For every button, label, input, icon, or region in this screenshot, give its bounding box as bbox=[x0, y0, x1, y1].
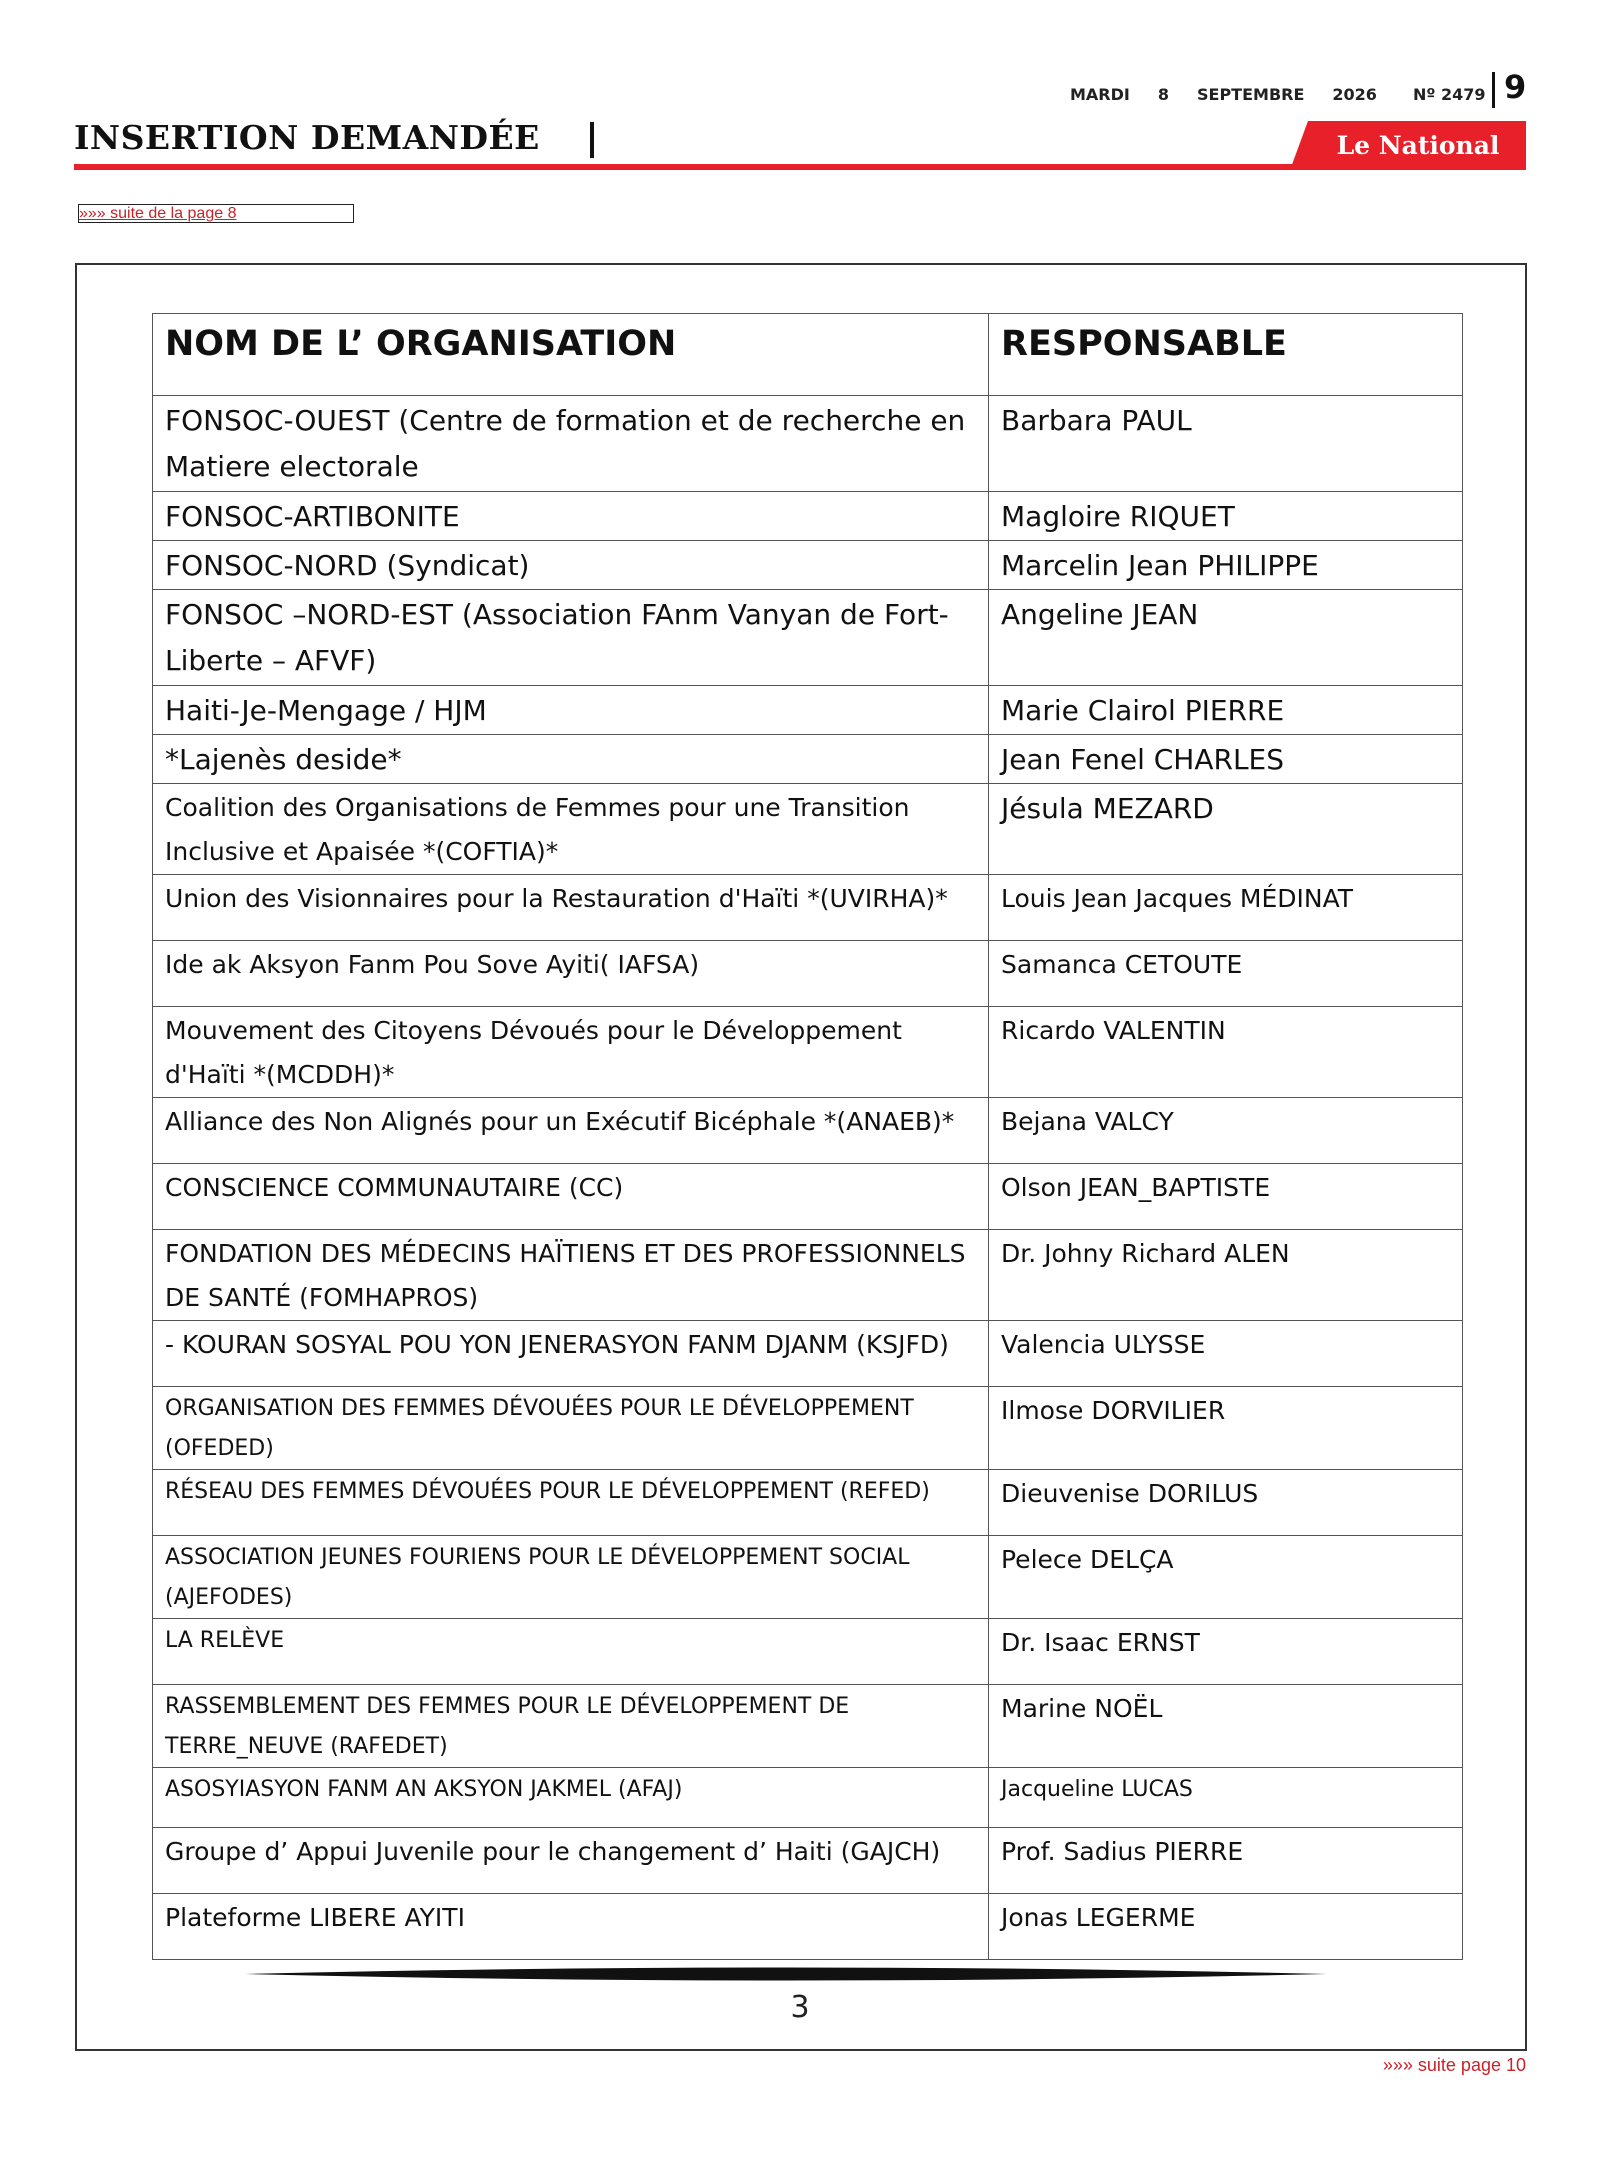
organisation-name: Groupe d’ Appui Juvenile pour le changement d’ Haiti (GAJCH) bbox=[153, 1828, 989, 1894]
table-row bbox=[153, 492, 1463, 541]
table-row bbox=[153, 1230, 1463, 1321]
table-row bbox=[153, 941, 1463, 1007]
table-row bbox=[153, 1387, 1463, 1470]
responsable-name: Magloire RIQUET bbox=[989, 492, 1463, 541]
organizations-table bbox=[152, 313, 1463, 1960]
table-row bbox=[153, 686, 1463, 735]
responsable-name: Samanca CETOUTE bbox=[989, 941, 1463, 1007]
organisation-name: Plateforme LIBERE AYITI bbox=[153, 1894, 989, 1960]
footer-swash-rule bbox=[245, 1967, 1327, 1981]
table-row bbox=[153, 1768, 1463, 1828]
table-row bbox=[153, 1007, 1463, 1098]
table-row bbox=[153, 1321, 1463, 1387]
brand-name: Le National bbox=[1336, 131, 1500, 160]
organisation-name: FONDATION DES MÉDECINS HAÏTIENS ET DES PROFESSIONNELS DE SANTÉ (FOMHAPROS) bbox=[153, 1230, 989, 1321]
responsable-name: Prof. Sadius PIERRE bbox=[989, 1828, 1463, 1894]
continued-to-link[interactable]: »»» suite page 10 bbox=[1382, 2055, 1526, 2075]
table-row bbox=[153, 1619, 1463, 1685]
table-row bbox=[153, 784, 1463, 875]
table-row bbox=[153, 1894, 1463, 1960]
organisation-name: Mouvement des Citoyens Dévoués pour le Développement d'Haïti *(MCDDH)* bbox=[153, 1007, 989, 1098]
table-row bbox=[153, 1470, 1463, 1536]
issue-number: Nº 2479 bbox=[1413, 85, 1486, 104]
responsable-name: Jacqueline LUCAS bbox=[989, 1768, 1463, 1828]
table-row bbox=[153, 1536, 1463, 1619]
table-row bbox=[153, 396, 1463, 492]
table-row bbox=[153, 1164, 1463, 1230]
organisation-name: RÉSEAU DES FEMMES DÉVOUÉES POUR LE DÉVELOPPEMENT (REFED) bbox=[153, 1470, 989, 1536]
organisation-name: Union des Visionnaires pour la Restauration d'Haïti *(UVIRHA)* bbox=[153, 875, 989, 941]
section-title: INSERTION DEMANDÉE bbox=[74, 118, 540, 157]
document-page-marker: 3 bbox=[790, 1990, 810, 2025]
date-year: 2026 bbox=[1332, 85, 1377, 104]
responsable-name: Jésula MEZARD bbox=[989, 784, 1463, 875]
issue-date bbox=[1070, 85, 1377, 104]
responsable-name: Marine NOËL bbox=[989, 1685, 1463, 1768]
responsable-name: Louis Jean Jacques MÉDINAT bbox=[989, 875, 1463, 941]
organisation-name: RASSEMBLEMENT DES FEMMES POUR LE DÉVELOPPEMENT DE TERRE_NEUVE (RAFEDET) bbox=[153, 1685, 989, 1768]
responsable-name: Angeline JEAN bbox=[989, 590, 1463, 686]
responsable-name: Dr. Isaac ERNST bbox=[989, 1619, 1463, 1685]
organisation-name: Coalition des Organisations de Femmes pour une Transition Inclusive et Apaisée *(COFTIA)* bbox=[153, 784, 989, 875]
date-day: 8 bbox=[1157, 85, 1169, 104]
organisation-name: FONSOC-ARTIBONITE bbox=[153, 492, 989, 541]
organisation-name: - KOURAN SOSYAL POU YON JENERASYON FANM DJANM (KSJFD) bbox=[153, 1321, 989, 1387]
responsable-name: Jean Fenel CHARLES bbox=[989, 735, 1463, 784]
organisation-name: FONSOC-NORD (Syndicat) bbox=[153, 541, 989, 590]
organisation-name: CONSCIENCE COMMUNAUTAIRE (CC) bbox=[153, 1164, 989, 1230]
table-row bbox=[153, 590, 1463, 686]
table-row bbox=[153, 875, 1463, 941]
title-divider bbox=[590, 122, 594, 158]
responsable-name: Dieuvenise DORILUS bbox=[989, 1470, 1463, 1536]
table-row bbox=[153, 735, 1463, 784]
responsable-name: Valencia ULYSSE bbox=[989, 1321, 1463, 1387]
organisation-name: LA RELÈVE bbox=[153, 1619, 989, 1685]
responsable-name: Dr. Johny Richard ALEN bbox=[989, 1230, 1463, 1321]
organisation-name: Ide ak Aksyon Fanm Pou Sove Ayiti( IAFSA) bbox=[153, 941, 989, 1007]
organisation-name: ASSOCIATION JEUNES FOURIENS POUR LE DÉVELOPPEMENT SOCIAL (AJEFODES) bbox=[153, 1536, 989, 1619]
responsable-name: Olson JEAN_BAPTISTE bbox=[989, 1164, 1463, 1230]
table-row bbox=[153, 1685, 1463, 1768]
responsable-name: Ricardo VALENTIN bbox=[989, 1007, 1463, 1098]
column-header-responsable: RESPONSABLE bbox=[989, 314, 1463, 396]
continued-from-link[interactable]: »»» suite de la page 8 bbox=[78, 204, 354, 223]
responsable-name: Marcelin Jean PHILIPPE bbox=[989, 541, 1463, 590]
table-row bbox=[153, 541, 1463, 590]
responsable-name: Pelece DELÇA bbox=[989, 1536, 1463, 1619]
table-header-row bbox=[153, 314, 1463, 396]
responsable-name: Marie Clairol PIERRE bbox=[989, 686, 1463, 735]
organisation-name: Haiti-Je-Mengage / HJM bbox=[153, 686, 989, 735]
responsable-name: Jonas LEGERME bbox=[989, 1894, 1463, 1960]
responsable-name: Barbara PAUL bbox=[989, 396, 1463, 492]
organisation-name: *Lajenès deside* bbox=[153, 735, 989, 784]
organisation-name: ASOSYIASYON FANM AN AKSYON JAKMEL (AFAJ) bbox=[153, 1768, 989, 1828]
organisation-name: Alliance des Non Alignés pour un Exécutif Bicéphale *(ANAEB)* bbox=[153, 1098, 989, 1164]
date-weekday: MARDI bbox=[1070, 85, 1130, 104]
page-number: 9 bbox=[1504, 68, 1527, 106]
responsable-name: Ilmose DORVILIER bbox=[989, 1387, 1463, 1470]
page-number-divider bbox=[1492, 72, 1495, 108]
organisation-name: FONSOC –NORD-EST (Association FAnm Vanyan de Fort-Liberte – AFVF) bbox=[153, 590, 989, 686]
table-row bbox=[153, 1828, 1463, 1894]
responsable-name: Bejana VALCY bbox=[989, 1098, 1463, 1164]
column-header-organisation: NOM DE L’ ORGANISATION bbox=[153, 314, 989, 396]
organisation-name: FONSOC-OUEST (Centre de formation et de recherche en Matiere electorale bbox=[153, 396, 989, 492]
organisation-name: ORGANISATION DES FEMMES DÉVOUÉES POUR LE DÉVELOPPEMENT (OFEDED) bbox=[153, 1387, 989, 1470]
date-month: SEPTEMBRE bbox=[1197, 85, 1305, 104]
table-row bbox=[153, 1098, 1463, 1164]
